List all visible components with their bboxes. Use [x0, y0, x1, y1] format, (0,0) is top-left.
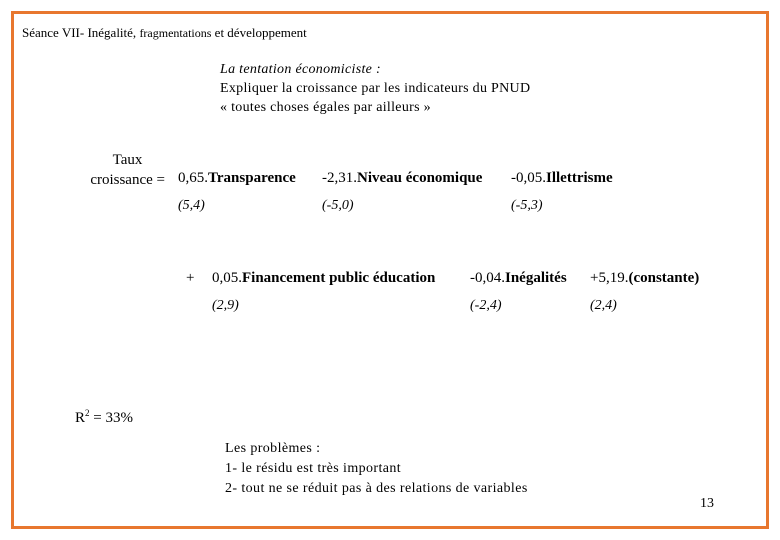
coef: -2,31.: [322, 170, 357, 186]
title-part-2: fragmentations: [139, 26, 212, 40]
variable: Niveau économique: [357, 170, 483, 186]
problems-line-2: 1- le résidu est très important: [225, 461, 402, 476]
term-financement-public: [212, 270, 435, 287]
intro-line-2: Expliquer la croissance par les indicateurs du PNUD: [220, 81, 531, 96]
variable: Financement public éducation: [242, 270, 436, 286]
tstat-inegalites: (-2,4): [470, 298, 502, 313]
intro-line-3: « toutes choses égales par ailleurs »: [220, 100, 431, 115]
tstat-illettrisme: (-5,3): [511, 198, 543, 213]
r2-value: = 33%: [89, 410, 133, 426]
lhs-line-2: croissance =: [90, 172, 165, 188]
variable: (constante): [628, 270, 700, 286]
problems-line-3: 2- tout ne se réduit pas à des relations de variables: [225, 481, 528, 496]
title-part-1: Séance VII- Inégalité,: [22, 25, 140, 40]
term-constante: [590, 270, 699, 287]
intro-line-1: La tentation économiciste :: [220, 62, 381, 77]
problems-line-1: Les problèmes :: [225, 441, 321, 456]
coef: +5,19.: [590, 270, 629, 286]
r2-exponent: 2: [85, 408, 90, 418]
slide-title: [22, 25, 307, 41]
r-squared: [75, 408, 133, 427]
plus-sign: +: [186, 270, 195, 286]
variable: Illettrisme: [546, 170, 613, 186]
variable: Transparence: [208, 170, 296, 186]
tstat-constante: (2,4): [590, 298, 617, 313]
coef: -0,04.: [470, 270, 505, 286]
coef: 0,65.: [178, 170, 208, 186]
tstat-transparence: (5,4): [178, 198, 205, 213]
term-inegalites: [470, 270, 567, 287]
tstat-financement-public: (2,9): [212, 298, 239, 313]
intro-block: [220, 60, 530, 117]
coef: 0,05.: [212, 270, 242, 286]
tstat-niveau-economique: (-5,0): [322, 198, 354, 213]
term-niveau-economique: [322, 170, 482, 187]
coef: -0,05.: [511, 170, 546, 186]
page-number: 13: [700, 496, 714, 511]
equation-lhs: [80, 150, 165, 190]
lhs-line-1: Taux: [112, 152, 143, 168]
r2-label: R: [75, 410, 86, 426]
problems-block: [225, 439, 528, 499]
term-transparence: [178, 170, 296, 187]
term-illettrisme: [511, 170, 613, 187]
title-part-3: et développement: [211, 25, 307, 40]
variable: Inégalités: [505, 270, 567, 286]
